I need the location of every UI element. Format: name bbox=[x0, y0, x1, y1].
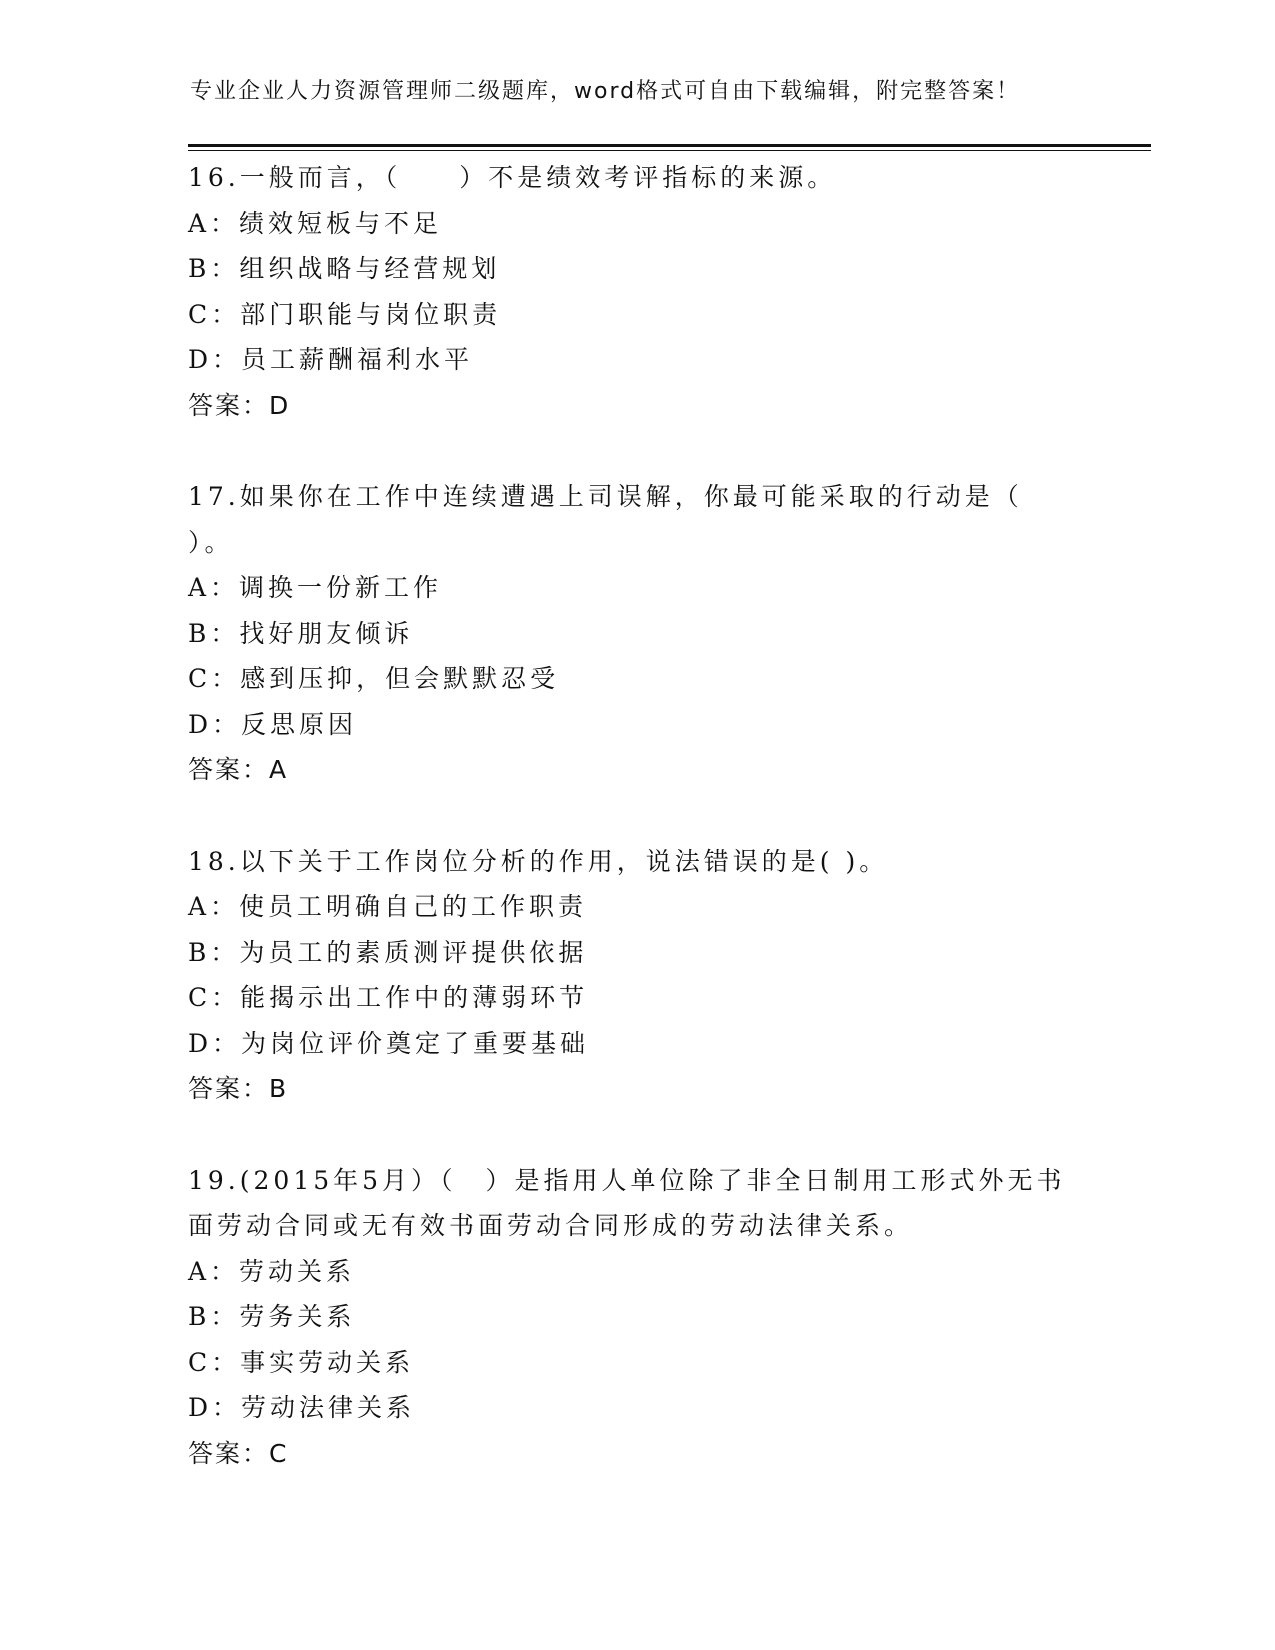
header-rule-thick bbox=[188, 144, 1151, 147]
option-b: B：为员工的素质测评提供依据 bbox=[188, 937, 588, 967]
question-18 bbox=[188, 839, 1088, 1112]
option-b: B：组织战略与经营规划 bbox=[188, 254, 501, 283]
answer: 答案：A bbox=[188, 755, 289, 784]
question-list bbox=[188, 155, 1088, 1522]
option-d: D：为岗位评价奠定了重要基础 bbox=[188, 1028, 590, 1058]
answer: 答案：D bbox=[188, 390, 291, 420]
option-c: C：感到压抑，但会默默忍受 bbox=[188, 664, 560, 693]
option-c: C：部门职能与岗位职责 bbox=[188, 299, 502, 329]
option-c: C：能揭示出工作中的薄弱环节 bbox=[188, 983, 589, 1012]
option-d: D：反思原因 bbox=[188, 709, 358, 739]
option-b: B：找好朋友倾诉 bbox=[188, 618, 414, 648]
question-stem-continued: 面劳动合同或无有效书面劳动合同形成的劳动法律关系。 bbox=[188, 1211, 914, 1240]
answer: 答案：C bbox=[188, 1438, 289, 1468]
option-d: D：劳动法律关系 bbox=[188, 1393, 416, 1422]
question-stem: 19.(2015年5月）（ ）是指用人单位除了非全日制用工形式外无书 bbox=[188, 1165, 1066, 1195]
question-stem-continued: ）。 bbox=[188, 527, 234, 557]
option-a: A：使员工明确自己的工作职责 bbox=[188, 892, 588, 921]
option-c: C：事实劳动关系 bbox=[188, 1347, 415, 1377]
question-17 bbox=[188, 474, 1088, 793]
page-header: 专业企业人力资源管理师二级题库，word格式可自由下载编辑，附完整答案！ bbox=[190, 79, 1021, 104]
answer: 答案：B bbox=[188, 1074, 289, 1103]
header-rule-thin bbox=[188, 150, 1151, 151]
option-a: A：绩效短板与不足 bbox=[188, 208, 443, 238]
option-a: A：劳动关系 bbox=[188, 1256, 356, 1286]
question-stem: 16.一般而言，（ ）不是绩效考评指标的来源。 bbox=[188, 163, 837, 192]
question-stem: 17.如果你在工作中连续遭遇上司误解，你最可能采取的行动是（ bbox=[188, 482, 1023, 511]
question-19 bbox=[188, 1158, 1088, 1477]
question-16 bbox=[188, 155, 1088, 428]
question-stem: 18.以下关于工作岗位分析的作用，说法错误的是( )。 bbox=[188, 846, 889, 876]
option-d: D：员工薪酬福利水平 bbox=[188, 345, 474, 374]
option-b: B：劳务关系 bbox=[188, 1302, 356, 1331]
option-a: A：调换一份新工作 bbox=[188, 573, 443, 602]
